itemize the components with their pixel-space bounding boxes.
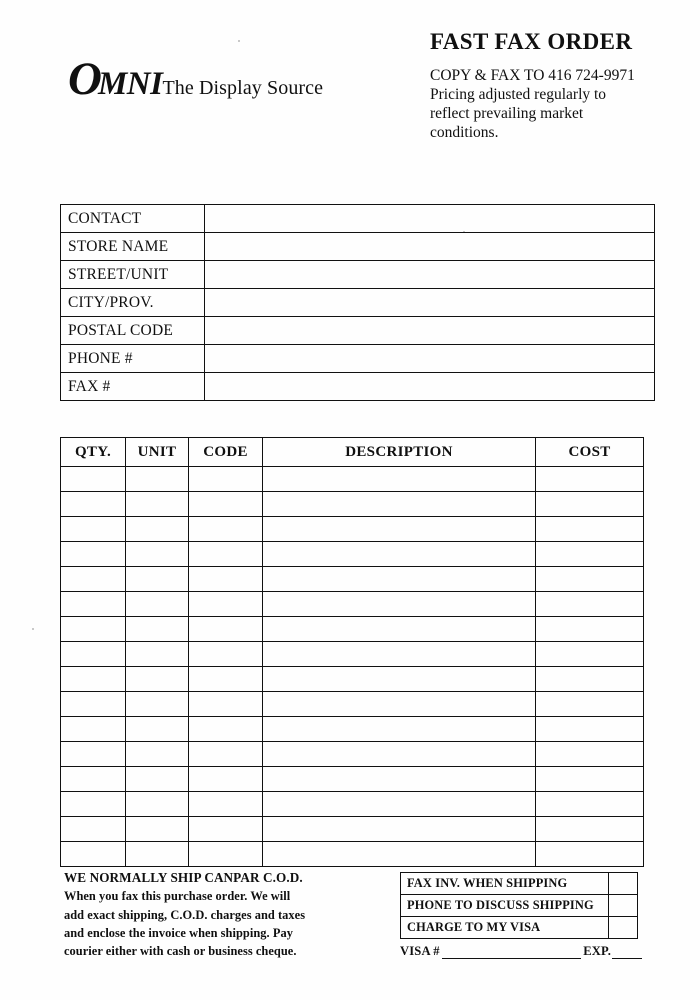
shipping-note-line-3: add exact shipping, C.O.D. charges and taxes — [64, 907, 306, 922]
order-cell-unit[interactable] — [126, 767, 189, 792]
order-cell-description[interactable] — [263, 817, 536, 842]
shipping-note-line-4: and enclose the invoice when shipping. Pay — [64, 925, 293, 940]
order-line-items-table — [60, 437, 644, 867]
table-row — [61, 717, 644, 742]
table-row — [61, 517, 644, 542]
table-row — [61, 767, 644, 792]
order-cell-code[interactable] — [189, 642, 263, 667]
visa-number-label: VISA # — [400, 944, 440, 958]
shipping-note-line-2: When you fax this purchase order. We will — [64, 889, 291, 904]
form-header — [58, 30, 640, 180]
order-cell-cost[interactable] — [536, 767, 644, 792]
order-cell-cost[interactable] — [536, 792, 644, 817]
order-cell-description[interactable] — [263, 617, 536, 642]
table-row — [61, 345, 655, 373]
contact-field-store-name[interactable] — [205, 233, 655, 261]
logo-tagline: The Display Source — [162, 77, 324, 99]
order-table-body — [61, 467, 644, 867]
order-cell-qty[interactable] — [61, 692, 126, 717]
contact-field-postal-code[interactable] — [205, 317, 655, 345]
order-cell-unit[interactable] — [126, 717, 189, 742]
contact-field-city-prov[interactable] — [205, 289, 655, 317]
table-row — [61, 261, 655, 289]
order-cell-qty[interactable] — [61, 842, 126, 867]
visa-number-input[interactable] — [442, 947, 581, 959]
contact-table-body — [61, 205, 655, 401]
option-label-fax-invoice: FAX INV. WHEN SHIPPING — [401, 873, 609, 895]
shipping-options-table — [400, 872, 638, 939]
order-cell-qty[interactable] — [61, 617, 126, 642]
shipping-note-line-1: WE NORMALLY SHIP CANPAR C.O.D. — [64, 870, 303, 885]
order-cell-cost[interactable] — [536, 617, 644, 642]
order-cell-cost[interactable] — [536, 842, 644, 867]
visa-exp-label: EXP. — [583, 944, 611, 958]
table-row — [61, 205, 655, 233]
column-header-qty: QTY. — [61, 438, 126, 467]
table-row — [61, 617, 644, 642]
order-cell-qty[interactable] — [61, 542, 126, 567]
contact-info-table — [60, 204, 655, 401]
table-row — [61, 542, 644, 567]
order-cell-description[interactable] — [263, 517, 536, 542]
contact-label-phone: PHONE # — [61, 345, 205, 373]
shipping-terms-note — [64, 868, 394, 960]
order-cell-unit[interactable] — [126, 517, 189, 542]
column-header-description: DESCRIPTION — [263, 438, 536, 467]
order-cell-qty[interactable] — [61, 567, 126, 592]
order-cell-cost[interactable] — [536, 542, 644, 567]
order-cell-description[interactable] — [263, 717, 536, 742]
table-row — [61, 692, 644, 717]
order-cell-description[interactable] — [263, 467, 536, 492]
order-cell-description[interactable] — [263, 767, 536, 792]
table-row — [61, 233, 655, 261]
fax-number-line: COPY & FAX TO 416 724-9971 — [430, 67, 635, 84]
order-cell-cost[interactable] — [536, 467, 644, 492]
order-cell-unit[interactable] — [126, 692, 189, 717]
table-row — [401, 873, 638, 895]
order-cell-unit[interactable] — [126, 617, 189, 642]
order-cell-description[interactable] — [263, 667, 536, 692]
option-label-charge-visa: CHARGE TO MY VISA — [401, 917, 609, 939]
pricing-notice: Pricing adjusted regularly to reflect prevailing market conditions. — [430, 85, 607, 141]
contact-label-contact: CONTACT — [61, 205, 205, 233]
order-cell-unit[interactable] — [126, 742, 189, 767]
table-row — [61, 817, 644, 842]
table-row — [61, 792, 644, 817]
order-cell-unit[interactable] — [126, 817, 189, 842]
table-row — [61, 592, 644, 617]
order-cell-qty[interactable] — [61, 592, 126, 617]
order-cell-unit[interactable] — [126, 467, 189, 492]
order-cell-code[interactable] — [189, 742, 263, 767]
visa-payment-line — [400, 944, 642, 959]
option-checkbox-charge-visa[interactable] — [609, 917, 638, 939]
order-cell-code[interactable] — [189, 467, 263, 492]
visa-exp-input[interactable] — [612, 947, 642, 959]
order-cell-unit[interactable] — [126, 567, 189, 592]
order-cell-description[interactable] — [263, 742, 536, 767]
order-cell-code[interactable] — [189, 842, 263, 867]
order-cell-code[interactable] — [189, 617, 263, 642]
table-row — [61, 742, 644, 767]
order-cell-unit[interactable] — [126, 542, 189, 567]
column-header-code: CODE — [189, 438, 263, 467]
order-cell-description[interactable] — [263, 592, 536, 617]
shipping-options-box — [400, 872, 638, 939]
table-row — [61, 842, 644, 867]
order-cell-qty[interactable] — [61, 642, 126, 667]
order-cell-cost[interactable] — [536, 692, 644, 717]
order-cell-cost[interactable] — [536, 642, 644, 667]
contact-label-fax: FAX # — [61, 373, 205, 401]
contact-label-city-prov: CITY/PROV. — [61, 289, 205, 317]
company-logo — [68, 53, 324, 105]
shipping-options-body — [401, 873, 638, 939]
order-cell-code[interactable] — [189, 667, 263, 692]
logo-wordmark: MNI — [97, 66, 163, 102]
order-cell-code[interactable] — [189, 517, 263, 542]
order-cell-cost[interactable] — [536, 742, 644, 767]
order-cell-code[interactable] — [189, 717, 263, 742]
scan-artifact-speck — [32, 628, 34, 630]
order-cell-qty[interactable] — [61, 492, 126, 517]
table-row — [61, 317, 655, 345]
column-header-cost: COST — [536, 438, 644, 467]
order-cell-code[interactable] — [189, 567, 263, 592]
order-cell-description[interactable] — [263, 642, 536, 667]
order-cell-cost[interactable] — [536, 567, 644, 592]
shipping-note-line-5: courier either with cash or business cheque. — [64, 944, 297, 959]
table-row — [61, 373, 655, 401]
order-table-header — [61, 438, 644, 467]
order-cell-code[interactable] — [189, 492, 263, 517]
order-cell-unit[interactable] — [126, 667, 189, 692]
contact-field-fax[interactable] — [205, 373, 655, 401]
order-cell-qty[interactable] — [61, 792, 126, 817]
order-cell-cost[interactable] — [536, 492, 644, 517]
table-row — [61, 667, 644, 692]
contact-field-phone[interactable] — [205, 345, 655, 373]
order-cell-qty[interactable] — [61, 817, 126, 842]
order-cell-qty[interactable] — [61, 717, 126, 742]
order-cell-qty[interactable] — [61, 667, 126, 692]
order-cell-qty[interactable] — [61, 767, 126, 792]
order-cell-description[interactable] — [263, 567, 536, 592]
option-label-phone-discuss: PHONE TO DISCUSS SHIPPING — [401, 895, 609, 917]
table-row — [61, 492, 644, 517]
contact-field-contact[interactable] — [205, 205, 655, 233]
order-cell-description[interactable] — [263, 542, 536, 567]
order-cell-unit[interactable] — [126, 842, 189, 867]
order-cell-code[interactable] — [189, 767, 263, 792]
order-cell-code[interactable] — [189, 792, 263, 817]
order-cell-code[interactable] — [189, 692, 263, 717]
order-cell-description[interactable] — [263, 492, 536, 517]
order-cell-cost[interactable] — [536, 817, 644, 842]
table-row — [401, 895, 638, 917]
contact-field-street-unit[interactable] — [205, 261, 655, 289]
order-cell-qty[interactable] — [61, 742, 126, 767]
order-cell-unit[interactable] — [126, 592, 189, 617]
order-cell-unit[interactable] — [126, 792, 189, 817]
table-row — [401, 917, 638, 939]
order-cell-code[interactable] — [189, 592, 263, 617]
order-cell-description[interactable] — [263, 842, 536, 867]
order-cell-code[interactable] — [189, 542, 263, 567]
contact-label-store-name: STORE NAME — [61, 233, 205, 261]
table-row — [61, 289, 655, 317]
order-cell-cost[interactable] — [536, 717, 644, 742]
header-right-block — [430, 30, 640, 143]
order-cell-cost[interactable] — [536, 592, 644, 617]
option-checkbox-phone-discuss[interactable] — [609, 895, 638, 917]
table-row — [61, 567, 644, 592]
order-cell-qty[interactable] — [61, 467, 126, 492]
order-cell-description[interactable] — [263, 792, 536, 817]
contact-label-postal-code: POSTAL CODE — [61, 317, 205, 345]
order-cell-unit[interactable] — [126, 492, 189, 517]
order-cell-qty[interactable] — [61, 517, 126, 542]
order-cell-unit[interactable] — [126, 642, 189, 667]
order-cell-code[interactable] — [189, 817, 263, 842]
column-header-unit: UNIT — [126, 438, 189, 467]
logo-initial: O — [68, 53, 101, 105]
order-cell-cost[interactable] — [536, 667, 644, 692]
table-row — [61, 642, 644, 667]
table-row — [61, 467, 644, 492]
option-checkbox-fax-invoice[interactable] — [609, 873, 638, 895]
order-cell-cost[interactable] — [536, 517, 644, 542]
order-header-row — [61, 438, 644, 467]
order-cell-description[interactable] — [263, 692, 536, 717]
page-title: FAST FAX ORDER — [430, 29, 633, 54]
contact-label-street-unit: STREET/UNIT — [61, 261, 205, 289]
